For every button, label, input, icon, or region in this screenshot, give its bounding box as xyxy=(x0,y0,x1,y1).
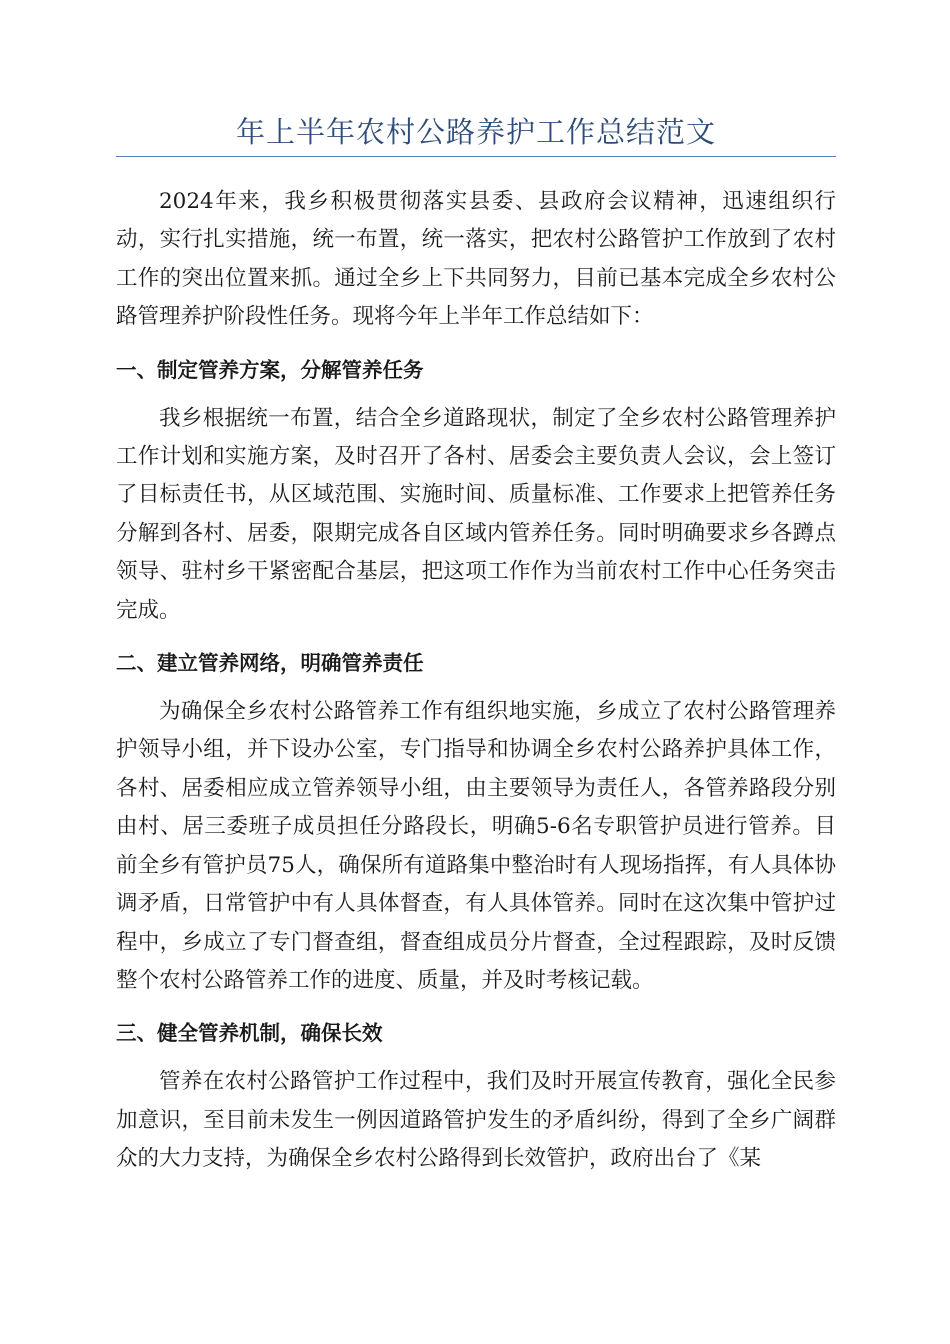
document-title: 年上半年农村公路养护工作总结范文 xyxy=(116,112,836,157)
intro-paragraph: 2024年来，我乡积极贯彻落实县委、县政府会议精神，迅速组织行动，实行扎实措施，统一布置，统一落实，把农村公路管护工作放到了农村工作的突出位置来抓。通过全乡上下共同努力，目前已基本完成全乡农村公路管理养护阶段性任务。现将今年上半年工作总结如下： xyxy=(116,189,836,330)
document-page xyxy=(116,112,836,1179)
section-2-body: 为确保全乡农村公路管养工作有组织地实施，乡成立了农村公路管理养护领导小组，并下设办公室，专门指导和协调全乡农村公路养护具体工作，各村、居委相应成立管养领导小组，由主要领导为责任人，各管养路段分别由村、居三委班子成员担任分路段长，明确5-6名专职管护员进行管养。目前全乡有管护员75人，确保所有道路集中整治时有人现场指挥，有人具体协调矛盾，日常管护中有人具体督查，有人具体管养。同时在这次集中管护过程中，乡成立了专门督查组，督查组成员分片督查，全过程跟踪，及时反馈整个农村公路管养工作的进度、质量，并及时考核记载。 xyxy=(116,699,836,993)
section-1-heading: 一、制定管养方案，分解管养任务 xyxy=(116,357,424,382)
section-3-heading: 三、健全管养机制，确保长效 xyxy=(116,1021,383,1046)
section-2-heading: 二、建立管养网络，明确管养责任 xyxy=(116,651,424,676)
section-1-body: 我乡根据统一布置，结合全乡道路现状，制定了全乡农村公路管理养护工作计划和实施方案，及时召开了各村、居委会主要负责人会议，会上签订了目标责任书，从区域范围、实施时间、质量标准、工作要求上把管养任务分解到各村、居委，限期完成各自区域内管养任务。同时明确要求乡各蹲点领导、驻村乡干紧密配合基层，把这项工作作为当前农村工作中心任务突击完成。 xyxy=(116,405,836,623)
section-3-body: 管养在农村公路管护工作过程中，我们及时开展宣传教育，强化全民参加意识，至目前未发生一例因道路管护发生的矛盾纠纷，得到了全乡广阔群众的大力支持，为确保全乡农村公路得到长效管护，政府出台了《某 xyxy=(116,1069,836,1172)
